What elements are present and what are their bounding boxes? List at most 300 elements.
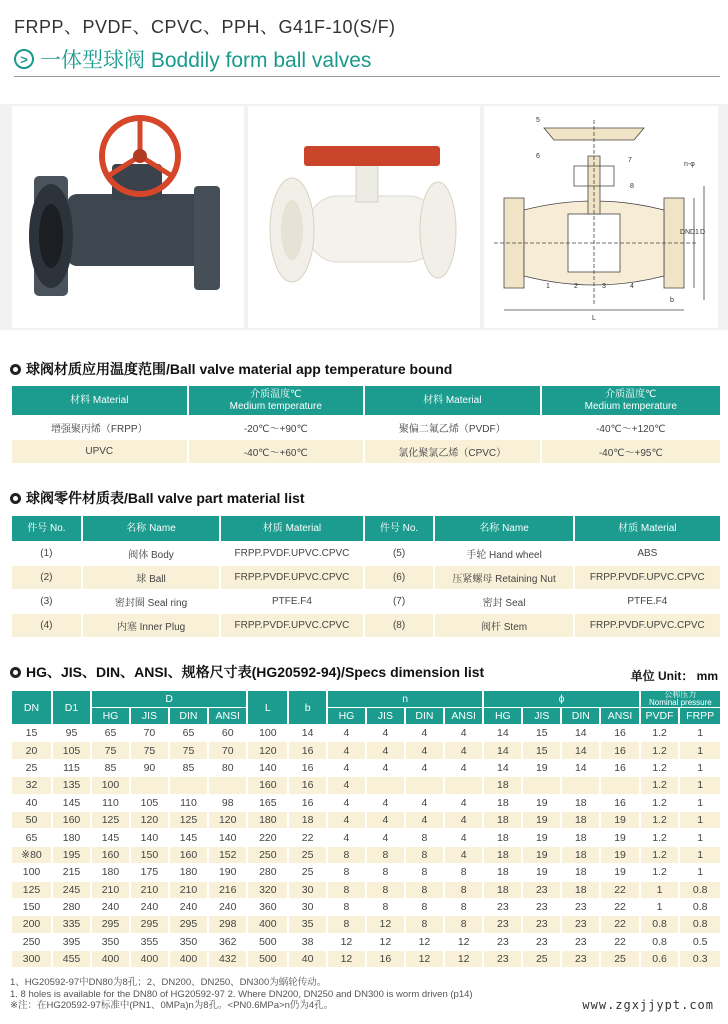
cell: 8 xyxy=(445,916,482,932)
cell: 19 xyxy=(614,831,626,844)
cell: 密封 Seal xyxy=(482,598,526,609)
cell: (2) xyxy=(12,566,81,589)
cell: 175 xyxy=(140,866,159,879)
cell: 50 xyxy=(12,812,51,828)
header-ansi: ANSI xyxy=(601,708,638,724)
cell: 8 xyxy=(406,882,443,898)
header-frpp: FRPP xyxy=(680,708,720,724)
cell: 25 xyxy=(601,951,638,967)
cell: 4 xyxy=(367,742,404,758)
cell: 18 xyxy=(497,796,509,809)
cell: 19 xyxy=(535,761,548,774)
cell: 355 xyxy=(140,935,159,948)
cell: 1 xyxy=(680,742,720,758)
cell: 23 xyxy=(523,916,560,932)
cell: 105 xyxy=(53,742,90,758)
cell: 8 xyxy=(406,847,443,863)
bullet-icon xyxy=(10,364,21,375)
header-name: 名称 Name xyxy=(83,516,220,541)
cell: 23 xyxy=(535,901,548,914)
cell: 19 xyxy=(535,831,548,844)
cell: 60 xyxy=(221,727,234,740)
table-row xyxy=(12,760,720,776)
cell: ABS xyxy=(637,548,658,559)
header-medium-temp: 介质温度℃ Medium temperature xyxy=(189,386,363,415)
cell: 105 xyxy=(140,796,159,809)
cell: -40℃～+60℃ xyxy=(189,440,363,463)
cell: 18 xyxy=(484,777,521,793)
cell: 18 xyxy=(562,812,599,828)
cell: 216 xyxy=(209,882,246,898)
cell: 4 xyxy=(460,831,467,844)
svg-text:b: b xyxy=(670,297,674,304)
parts-header-row xyxy=(12,516,720,541)
svg-text:8: 8 xyxy=(630,183,634,190)
cell: 25 xyxy=(25,761,38,774)
cell: 165 xyxy=(259,796,277,809)
header-b: b xyxy=(289,691,326,724)
cell: 140 xyxy=(140,831,159,844)
cell xyxy=(601,777,638,793)
cell: 395 xyxy=(62,935,81,948)
cell: 140 xyxy=(218,831,237,844)
cell: 120 xyxy=(248,742,287,758)
cell: 0.8 xyxy=(680,882,720,898)
cell: 16 xyxy=(614,796,626,809)
cell: 1.2 xyxy=(652,866,667,879)
cell: 180 xyxy=(62,831,81,844)
cell: 245 xyxy=(53,882,90,898)
cell: 4 xyxy=(445,742,482,758)
cell: 1 xyxy=(697,727,704,740)
header-hg: HG xyxy=(92,708,129,724)
cell: 23 xyxy=(562,951,599,967)
technical-drawing xyxy=(484,106,718,328)
cell: 335 xyxy=(53,916,90,932)
header-d: D xyxy=(92,691,246,707)
cell: 1.2 xyxy=(652,761,667,774)
model-list: FRPP、PVDF、CPVC、PPH、G41F-10(S/F) xyxy=(14,17,396,37)
page-title-text: 一体型球阀 Boddily form ball valves xyxy=(40,49,372,72)
svg-text:1: 1 xyxy=(546,283,550,290)
cell: 32 xyxy=(12,777,51,793)
temperature-section-text: 球阀材质应用温度范围/Ball valve material app temperature bound xyxy=(26,361,453,377)
bullet-icon xyxy=(10,493,21,504)
cell: 75 xyxy=(170,742,207,758)
cell: 23 xyxy=(523,882,560,898)
cell: -20℃～+90℃ xyxy=(243,424,308,435)
cell: 85 xyxy=(182,761,195,774)
cell: 145 xyxy=(101,831,120,844)
header-jis: JIS xyxy=(523,708,560,724)
cell: 250 xyxy=(248,847,287,863)
cell: 8 xyxy=(406,916,443,932)
cell: 30 xyxy=(289,882,326,898)
cell: 4 xyxy=(460,796,467,809)
header-pvdf: PVDF xyxy=(641,708,679,724)
website-watermark: www.zgxjjypt.com xyxy=(582,998,714,1012)
cell: 80 xyxy=(221,761,234,774)
cell: 1.2 xyxy=(652,727,667,740)
cell: 23 xyxy=(484,951,521,967)
cell: 320 xyxy=(248,882,287,898)
cell: 240 xyxy=(218,901,237,914)
header-hg: HG xyxy=(328,708,365,724)
cell: 16 xyxy=(601,742,638,758)
footnote-line: 1. 8 holes is available for the DN80 of HG20592-97 2. Where DN200, DN250 and DN300 is worm driven (p14) xyxy=(10,988,473,1000)
header-ansi: ANSI xyxy=(445,708,482,724)
cell: 210 xyxy=(131,882,168,898)
cell: 14 xyxy=(574,727,587,740)
cell: 18 xyxy=(574,796,587,809)
cell: 215 xyxy=(62,866,81,879)
cell: 70 xyxy=(143,727,156,740)
cell: 16 xyxy=(289,742,326,758)
cell: 18 xyxy=(574,866,587,879)
header-pressure: 公称压力 Nominal pressure xyxy=(641,691,720,707)
cell: 1 xyxy=(656,901,663,914)
cell: (5) xyxy=(392,548,406,559)
cell: 球 Ball xyxy=(83,566,220,589)
cell: 0.8 xyxy=(692,901,708,914)
cell: 增强聚丙烯（FRPP） xyxy=(50,424,148,435)
cell xyxy=(523,777,560,793)
cell: 1 xyxy=(697,761,704,774)
header-material: 材料 Material xyxy=(365,386,540,415)
cell: 140 xyxy=(259,761,277,774)
cell: 18 xyxy=(484,882,521,898)
table-row xyxy=(12,882,720,898)
cell: 1 xyxy=(680,777,720,793)
cell: 240 xyxy=(101,901,120,914)
cell: ※80 xyxy=(12,847,51,863)
cell: 4 xyxy=(406,742,443,758)
svg-text:7: 7 xyxy=(628,157,632,164)
cell: 14 xyxy=(574,761,587,774)
cell: 14 xyxy=(497,727,509,740)
cell: 4 xyxy=(343,796,350,809)
cell: 25 xyxy=(289,847,326,863)
cell: 12 xyxy=(367,916,404,932)
table-row xyxy=(12,590,720,613)
cell: 38 xyxy=(301,935,314,948)
cell: 210 xyxy=(170,882,207,898)
cell: 125 xyxy=(170,812,207,828)
cell: (1) xyxy=(40,548,53,559)
cell: 250 xyxy=(22,935,41,948)
header-n: n xyxy=(328,691,482,707)
cell: (3) xyxy=(40,596,53,607)
header-name: 名称 Name xyxy=(435,516,572,541)
cell: 200 xyxy=(12,916,51,932)
cell: 19 xyxy=(523,847,560,863)
cell: 65 xyxy=(104,727,117,740)
cell: 150 xyxy=(22,901,41,914)
cell: 160 xyxy=(170,847,207,863)
cell: 85 xyxy=(104,761,117,774)
cell: 16 xyxy=(367,951,404,967)
cell: 298 xyxy=(209,916,246,932)
cell: 1 xyxy=(697,796,704,809)
title-divider xyxy=(14,76,720,77)
cell: 阀体 Body xyxy=(128,550,174,561)
cell: 40 xyxy=(25,796,38,809)
cell: 110 xyxy=(102,796,119,809)
table-row xyxy=(12,847,720,863)
temperature-header-row xyxy=(12,386,720,415)
cell: 19 xyxy=(535,796,548,809)
cell: 15 xyxy=(523,742,560,758)
cell: 23 xyxy=(562,916,599,932)
cell: 手轮 Hand wheel xyxy=(466,550,542,561)
cell: -40℃～+120℃ xyxy=(596,424,666,435)
cell: 12 xyxy=(457,935,470,948)
header-din: DIN xyxy=(170,708,207,724)
cell: 4 xyxy=(460,761,467,774)
specs-header-row-1 xyxy=(12,691,720,707)
cell: 4 xyxy=(382,831,389,844)
footnotes xyxy=(10,977,473,1012)
cell: 1.2 xyxy=(641,777,679,793)
cell: 240 xyxy=(140,901,159,914)
cell: 18 xyxy=(289,812,326,828)
cell: 12 xyxy=(406,951,443,967)
header-no: 件号 No. xyxy=(365,516,434,541)
cell: 20 xyxy=(12,742,51,758)
cell: 14 xyxy=(562,742,599,758)
cell xyxy=(445,777,482,793)
footnote-line: ※注：在HG20592-97标准中(PN1、0MPa)n为8孔。<PN0.6MPa>n仍为4孔。 xyxy=(10,1000,334,1011)
cell xyxy=(131,777,168,793)
cell xyxy=(562,777,599,793)
cell: 22 xyxy=(301,831,314,844)
cell: 350 xyxy=(179,935,198,948)
cell: 4 xyxy=(328,742,365,758)
cell: 25 xyxy=(301,866,314,879)
cell: 8 xyxy=(328,847,365,863)
cell: 115 xyxy=(63,761,80,774)
cell: 4 xyxy=(406,812,443,828)
cell: 18 xyxy=(562,847,599,863)
header-jis: JIS xyxy=(367,708,404,724)
cell: 1 xyxy=(680,812,720,828)
svg-text:L: L xyxy=(592,315,596,322)
cell: 280 xyxy=(62,901,81,914)
cell: 4 xyxy=(328,777,365,793)
cell: 4 xyxy=(382,727,389,740)
cell: 23 xyxy=(497,901,509,914)
cell: 4 xyxy=(445,812,482,828)
cell: 4 xyxy=(421,796,428,809)
header-phi: ϕ xyxy=(484,691,638,707)
cell: 8 xyxy=(343,866,350,879)
cell: 4 xyxy=(343,727,350,740)
header-hg: HG xyxy=(484,708,521,724)
cell: (6) xyxy=(365,566,434,589)
cell: 14 xyxy=(497,761,509,774)
cell: 190 xyxy=(218,866,237,879)
photo-frpp-valve xyxy=(12,106,244,328)
table-row xyxy=(12,566,720,589)
cell: 18 xyxy=(497,866,509,879)
cell: 500 xyxy=(259,935,277,948)
cell: 180 xyxy=(179,866,198,879)
cell: 16 xyxy=(301,796,314,809)
header-din: DIN xyxy=(562,708,599,724)
cell: 75 xyxy=(131,742,168,758)
svg-text:D1: D1 xyxy=(690,229,699,236)
cell: 23 xyxy=(535,935,548,948)
cell: 432 xyxy=(209,951,246,967)
cell: 240 xyxy=(179,901,198,914)
cell: 23 xyxy=(497,935,509,948)
table-row xyxy=(12,416,720,439)
cell: 362 xyxy=(218,935,237,948)
table-row xyxy=(12,951,720,967)
cell: 100 xyxy=(259,727,277,740)
header-jis: JIS xyxy=(131,708,168,724)
parts-section-title xyxy=(10,488,305,508)
cell: 75 xyxy=(92,742,129,758)
cell: 14 xyxy=(301,727,314,740)
header-material: 材料 Material xyxy=(12,386,187,415)
cell: 150 xyxy=(131,847,168,863)
cell: 160 xyxy=(92,847,129,863)
cell: 8 xyxy=(421,831,428,844)
table-row xyxy=(12,777,720,793)
cell: 125 xyxy=(92,812,129,828)
cell: 4 xyxy=(343,831,350,844)
cell: 455 xyxy=(53,951,90,967)
footnote-line: 1、HG20592-97中DN80为8孔；2、DN200、DN250、DN300为蜗轮传动。 xyxy=(10,977,327,988)
cell: 8 xyxy=(445,882,482,898)
cell: PTFE.F4 xyxy=(271,596,312,607)
cell: 30 xyxy=(301,901,314,914)
cell: FRPP.PVDF.UPVC.CPVC xyxy=(234,548,350,559)
cell: 16 xyxy=(614,727,626,740)
cell: 1.2 xyxy=(641,812,679,828)
cell: 65 xyxy=(25,831,38,844)
cell: (7) xyxy=(392,596,406,607)
table-row xyxy=(12,542,720,565)
table-row xyxy=(12,899,720,915)
svg-text:DN: DN xyxy=(680,229,691,236)
cell: 1 xyxy=(697,831,704,844)
cell: 295 xyxy=(92,916,129,932)
cell: 1 xyxy=(641,882,679,898)
cell: 90 xyxy=(143,761,156,774)
cell: 18 xyxy=(484,812,521,828)
cell: 8 xyxy=(367,882,404,898)
cell: 400 xyxy=(131,951,168,967)
header-l: L xyxy=(248,691,287,724)
header-d1: D1 xyxy=(53,691,90,724)
cell: 65 xyxy=(182,727,195,740)
table-row xyxy=(12,812,720,828)
cell: 14 xyxy=(484,742,521,758)
cell: 8 xyxy=(460,866,467,879)
cell: 22 xyxy=(614,901,626,914)
cell: 0.8 xyxy=(641,916,679,932)
specs-section-text: HG、JIS、DIN、ANSI、规格尺寸表(HG20592-94)/Specs dimension list xyxy=(26,664,485,680)
svg-text:D: D xyxy=(700,229,706,236)
svg-text:5: 5 xyxy=(536,117,540,124)
table-row xyxy=(12,742,720,758)
cell: 12 xyxy=(418,935,431,948)
cell: 1.2 xyxy=(652,831,667,844)
cell: 8 xyxy=(460,901,467,914)
specs-table xyxy=(10,690,722,968)
cell: 152 xyxy=(209,847,246,863)
specs-header-row-2 xyxy=(12,708,720,724)
cell: 400 xyxy=(248,916,287,932)
cell: 内塞 Inner Plug xyxy=(83,614,220,637)
cell: 145 xyxy=(62,796,81,809)
cell: 8 xyxy=(328,916,365,932)
cell: 40 xyxy=(289,951,326,967)
cell: 23 xyxy=(574,935,587,948)
cell: 110 xyxy=(180,796,197,809)
table-row xyxy=(12,725,720,741)
cell: 18 xyxy=(497,831,509,844)
cell: 18 xyxy=(484,847,521,863)
cell: 8 xyxy=(421,866,428,879)
cell: 0.5 xyxy=(692,935,708,948)
cell: 密封圈 Seal ring xyxy=(114,598,188,609)
cell: 8 xyxy=(328,882,365,898)
svg-text:3: 3 xyxy=(602,283,606,290)
cell: 350 xyxy=(101,935,120,948)
cell: 95 xyxy=(65,727,78,740)
cell: 295 xyxy=(131,916,168,932)
cell: 19 xyxy=(535,866,548,879)
cell: 4 xyxy=(382,761,389,774)
header-material: 材质 Material xyxy=(221,516,362,541)
cell: FRPP.PVDF.UPVC.CPVC xyxy=(221,566,362,589)
cell: 25 xyxy=(523,951,560,967)
cell: 16 xyxy=(289,777,326,793)
cell: 16 xyxy=(614,761,626,774)
cell: 氯化聚氯乙烯（CPVC） xyxy=(365,440,540,463)
cell: 4 xyxy=(367,812,404,828)
page-title xyxy=(14,44,371,74)
cell: 4 xyxy=(445,847,482,863)
cell: 400 xyxy=(170,951,207,967)
cell: 19 xyxy=(601,847,638,863)
cell: 23 xyxy=(484,916,521,932)
cell: FRPP.PVDF.UPVC.CPVC xyxy=(575,614,720,637)
specs-section-title xyxy=(10,662,484,682)
cell: 70 xyxy=(209,742,246,758)
cell: (4) xyxy=(12,614,81,637)
cell: 阀杆 Stem xyxy=(435,614,572,637)
table-row xyxy=(12,795,720,811)
table-row xyxy=(12,864,720,880)
cell: -40℃～+95℃ xyxy=(542,440,720,463)
cell: 160 xyxy=(248,777,287,793)
header-material: 材质 Material xyxy=(575,516,720,541)
cell: 145 xyxy=(179,831,198,844)
cell: 0.3 xyxy=(680,951,720,967)
cell: 4 xyxy=(421,727,428,740)
cell xyxy=(406,777,443,793)
cell: FRPP.PVDF.UPVC.CPVC xyxy=(575,566,720,589)
cell: 360 xyxy=(259,901,277,914)
temperature-section-title xyxy=(10,359,452,379)
cell: 180 xyxy=(248,812,287,828)
cell: 135 xyxy=(53,777,90,793)
cell: 0.6 xyxy=(641,951,679,967)
